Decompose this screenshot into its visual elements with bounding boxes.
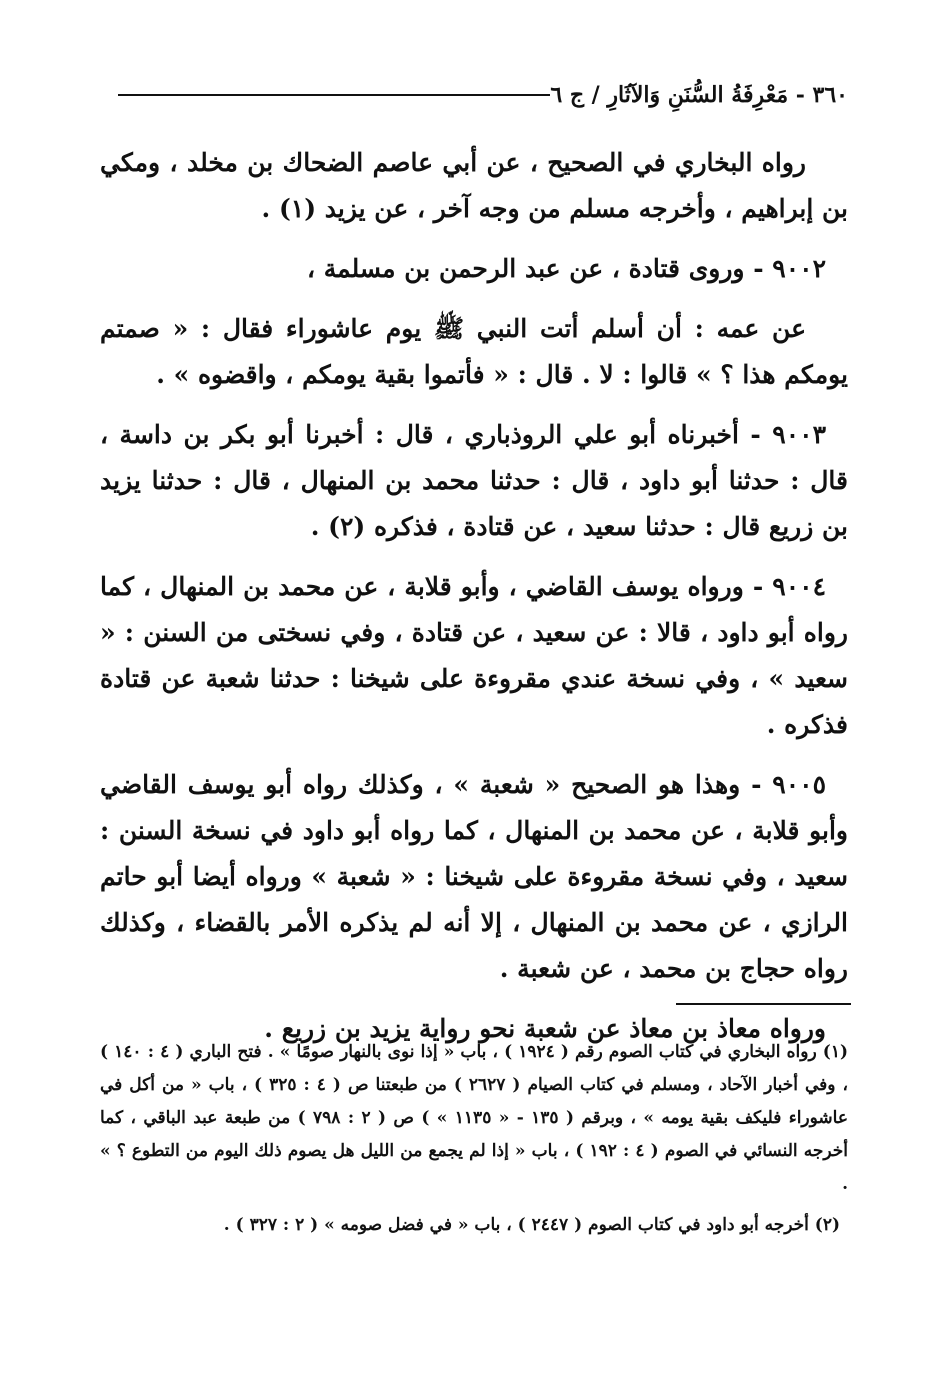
footnotes <box>100 1036 848 1250</box>
paragraph-hadith-text: عن عمه : أن أسلم أتت النبي ﷺ يوم عاشوراء فقال : « صمتم يومكم هذا ؟ » قالوا : لا . قال : « فأتموا بقية يومكم ، واقضوه » . <box>100 314 848 389</box>
footnote-1: (١) رواه البخاري في كتاب الصوم رقم ( ١٩٢٤ ) ، باب « إذا نوى بالنهار صومًا » . فتح الباري ( ٤ : ١٤٠ ) ، وفي أخبار الآحاد ، ومسلم في كتاب الصيام ( ٢٦٢٧ ) من طبعتنا ص ( ٤ : ٣٢٥ ) ، باب « من أكل في عاشوراء فليكف بقية يومه » ، وبرقم ( ١٣٥ - « ١١٣٥ » ) ص ( ٢ : ٧٩٨ ) من طبعة عبد الباقي ، كما أخرجه النسائي في الصوم ( ٤ : ١٩٢ ) ، باب « إذا لم يجمع من الليل هل يصوم ذلك اليوم من التطوع ؟ » . <box>100 1042 849 1194</box>
page-header <box>100 80 848 110</box>
footnote-separator <box>676 1003 851 1005</box>
paragraph-9004: ٩٠٠٤ - ورواه يوسف القاضي ، وأبو قلابة ، عن محمد بن المنهال ، كما رواه أبو داود ، قالا : عن سعيد ، عن قتادة ، وفي نسختى من السنن : « سعيد » ، وفي نسخة عندي مقروءة على شيخنا : حدثنا شعبة عن قتادة فذكره . <box>100 572 848 739</box>
paragraph-bukhari: رواه البخاري في الصحيح ، عن أبي عاصم الضحاك بن مخلد ، ومكي بن إبراهيم ، وأخرجه مسلم من وجه آخر ، عن يزيد (١) . <box>100 148 848 223</box>
paragraph-muadh: ورواه معاذ بن معاذ عن شعبة نحو رواية يزيد بن زريع . <box>264 1014 826 1043</box>
main-text <box>100 140 848 1066</box>
header-rule <box>118 94 550 96</box>
paragraph-9005: ٩٠٠٥ - وهذا هو الصحيح « شعبة » ، وكذلك رواه أبو يوسف القاضي وأبو قلابة ، عن محمد بن المنهال ، كما رواه أبو داود في نسخة السنن : سعيد ، وفي نسخة مقروءة على شيخنا : « شعبة » ورواه أيضا أبو حاتم الرازي ، عن محمد بن المنهال ، إلا أنه لم يذكره الأمر بالقضاء ، وكذلك رواه حجاج بن محمد ، عن شعبة . <box>100 770 848 983</box>
footnote-2: (٢) أخرجه أبو داود في كتاب الصوم ( ٢٤٤٧ ) ، باب « في فضل صومه » ( ٢ : ٣٢٧ ) . <box>223 1215 840 1235</box>
paragraph-9002: ٩٠٠٢ - وروى قتادة ، عن عبد الرحمن بن مسلمة ، <box>306 254 826 283</box>
paragraph-9003: ٩٠٠٣ - أخبرناه أبو علي الروذباري ، قال : أخبرنا أبو بكر بن داسة ، قال : حدثنا أبو داود ، قال : حدثنا محمد بن المنهال ، قال : حدثنا يزيد بن زريع قال : حدثنا سعيد ، عن قتادة ، فذكره (٢) . <box>100 420 848 541</box>
running-header-title: ٣٦٠ - مَعْرِفَةُ السُّنَنِ وَالآثَارِ / ج ٦ <box>550 82 848 108</box>
